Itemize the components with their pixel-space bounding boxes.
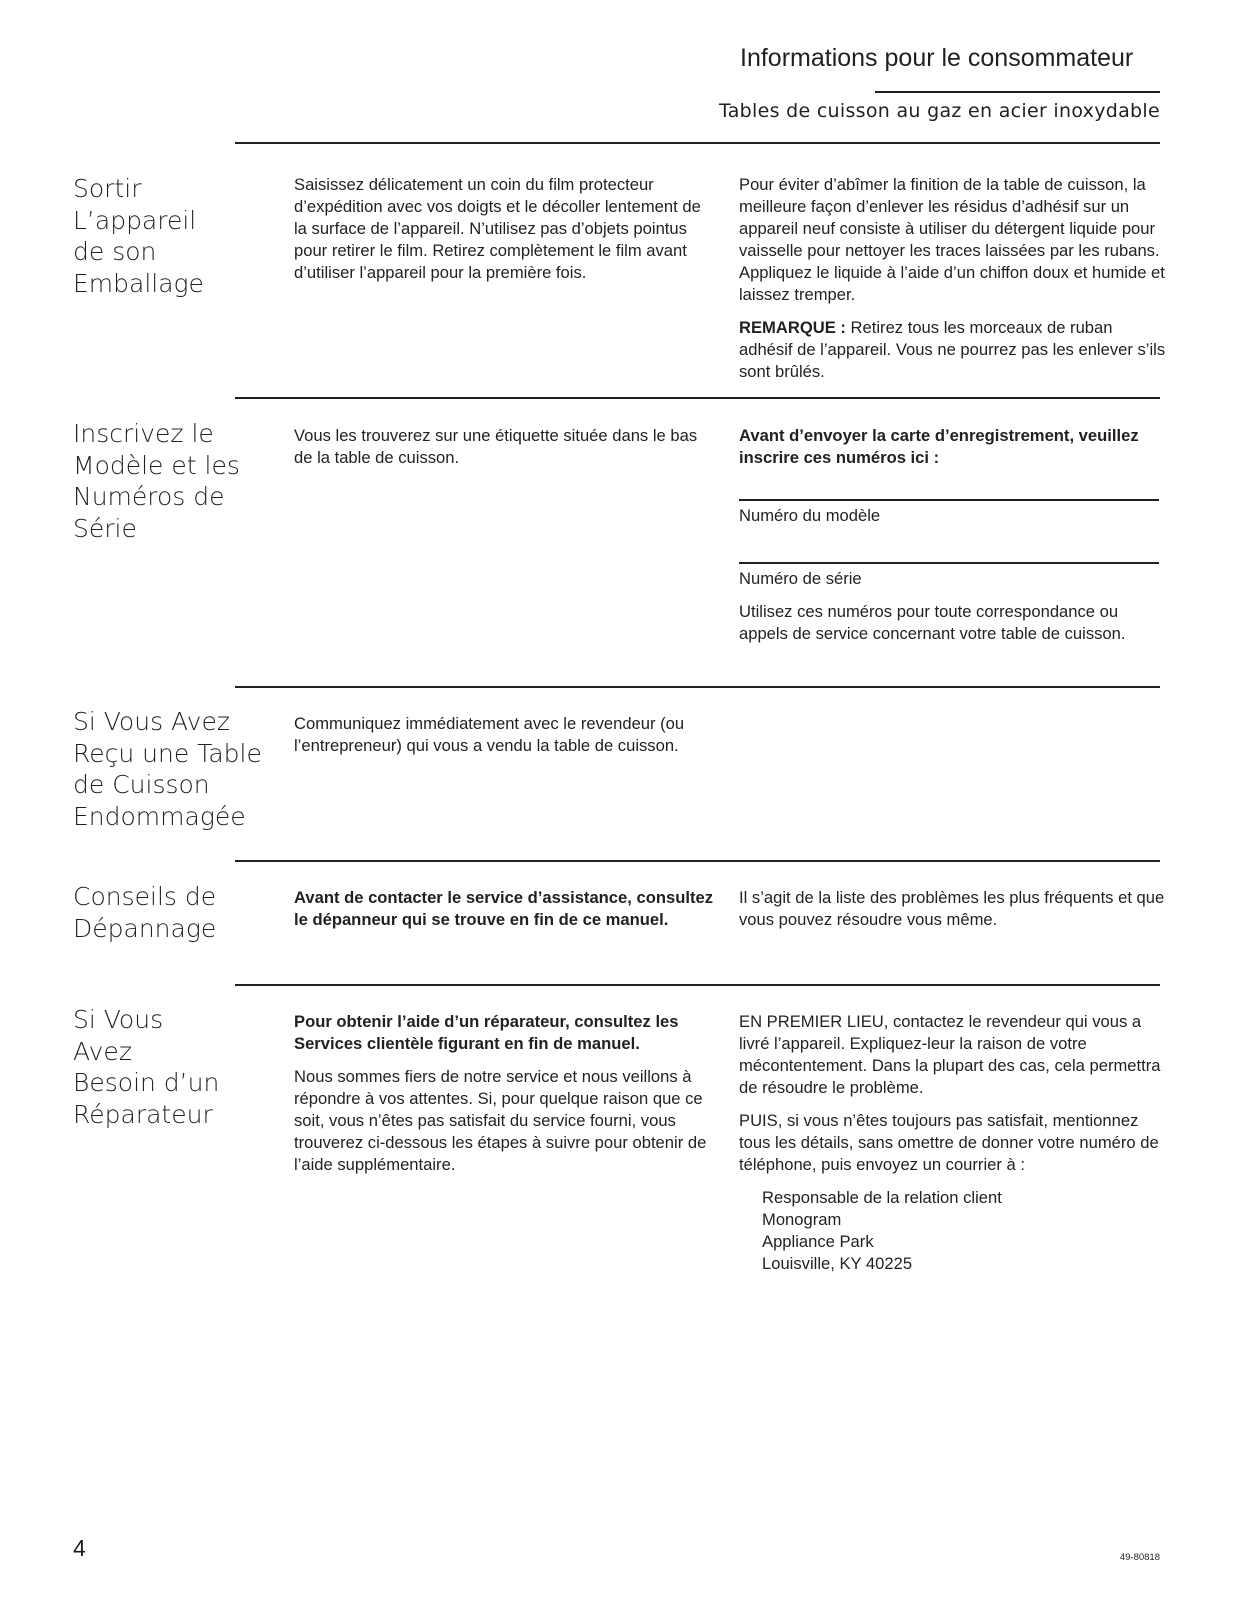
note-paragraph [739, 317, 1169, 383]
paragraph: Vous les trouverez sur une étiquette située dans le bas de la table de cuisson. [294, 426, 698, 467]
section-divider [235, 984, 1160, 986]
damaged-cooktop-text [294, 713, 714, 768]
paragraph: Il s’agit de la liste des problèmes les plus fréquents et que vous pouvez résoudre vous même. [739, 888, 1165, 929]
repair-service-left [294, 1011, 714, 1187]
section-title-unpacking: Sortir L’appareil de son Emballage [73, 174, 204, 298]
label-location-text [294, 425, 714, 480]
serial-number-label: Numéro de série [739, 569, 862, 588]
page-header-title: Informations pour le consommateur [740, 44, 1134, 72]
section-divider [235, 397, 1160, 399]
paragraph: Saisissez délicatement un coin du film protecteur d’expédition avec vos doigts et le décoller lentement de la surface de l’appareil. N’utilisez pas d’objets pointus pour retirer le film. Retirez complètement le film avant d’utiliser l’appareil pour la première fois. [294, 175, 701, 282]
serial-number-line [739, 562, 1159, 564]
mailing-address: Responsable de la relation client Monogram Appliance Park Louisville, KY 40225 [762, 1188, 1002, 1273]
page-number: 4 [73, 1535, 86, 1561]
paragraph: Nous sommes fiers de notre service et nous veillons à répondre à vos attentes. Si, pour quelque raison que ce soit, vous n’êtes pas satisfait du service fourni, vous trouverez ci-dessous les étapes à suivre pour obtenir de l’aide supplémentaire. [294, 1067, 707, 1174]
section-divider [235, 860, 1160, 862]
document-number: 49-80818 [1119, 1552, 1160, 1563]
paragraph: Pour éviter d’abîmer la finition de la table de cuisson, la meilleure façon d’enlever les résidus d’adhésif sur un appareil neuf consiste à utiliser du détergent liquide pour vaisselle pour nettoyer les traces laissées par les rubans. Appliquez le liquide à l’aide d’un chiffon doux et humide et laissez tremper. [739, 175, 1165, 304]
note-label: REMARQUE : [739, 318, 846, 337]
section-title-model-serial: Inscrivez le Modèle et les Numéros de Série [73, 419, 240, 543]
section-title-troubleshooting: Conseils de Dépannage [73, 882, 217, 943]
adhesive-removal-instructions [739, 174, 1169, 394]
note-text: Retirez tous les morceaux de ruban adhésif de l’appareil. Vous ne pourrez pas les enlever s’ils sont brûlés. [739, 318, 1166, 381]
paragraph: EN PREMIER LIEU, contactez le revendeur qui vous a livré l’appareil. Expliquez-leur la raison de votre mécontentement. Dans la plupart des cas, cela permettra de résoudre le problème. [739, 1012, 1161, 1097]
section-divider [235, 142, 1160, 144]
paragraph: PUIS, si vous n’êtes toujours pas satisfait, mentionnez tous les détails, sans omettre de donner votre numéro de téléphone, puis envoyez un courrier à : [739, 1111, 1159, 1174]
paragraph: Communiquez immédiatement avec le revendeur (ou l’entrepreneur) qui vous a vendu la table de cuisson. [294, 714, 685, 755]
unpacking-instructions [294, 174, 714, 295]
section-title-damaged-cooktop: Si Vous Avez Reçu une Table de Cuisson Endommagée [73, 707, 262, 831]
repair-service-right [739, 1011, 1169, 1275]
paragraph: Avant de contacter le service d’assistance, consultez le dépanneur qui se trouve en fin de ce manuel. [294, 888, 714, 929]
registration-numbers-block [739, 425, 1169, 656]
model-number-line [739, 499, 1159, 501]
section-title-repair-service: Si Vous Avez Besoin d’un Réparateur [73, 1005, 220, 1129]
registration-instruction: Avant d’envoyer la carte d’enregistrement, veuillez inscrire ces numéros ici : [739, 426, 1139, 467]
model-number-label: Numéro du modèle [739, 506, 881, 525]
troubleshooting-text [739, 887, 1169, 942]
page-header-subtitle: Tables de cuisson au gaz en acier inoxydable [718, 100, 1160, 122]
paragraph: Pour obtenir l’aide d’un réparateur, consultez les Services clientèle figurant en fin de manuel. [294, 1012, 679, 1053]
troubleshooting-bold-text [294, 887, 714, 942]
paragraph: Utilisez ces numéros pour toute correspondance ou appels de service concernant votre table de cuisson. [739, 602, 1126, 643]
header-divider [875, 91, 1160, 93]
section-divider [235, 686, 1160, 688]
